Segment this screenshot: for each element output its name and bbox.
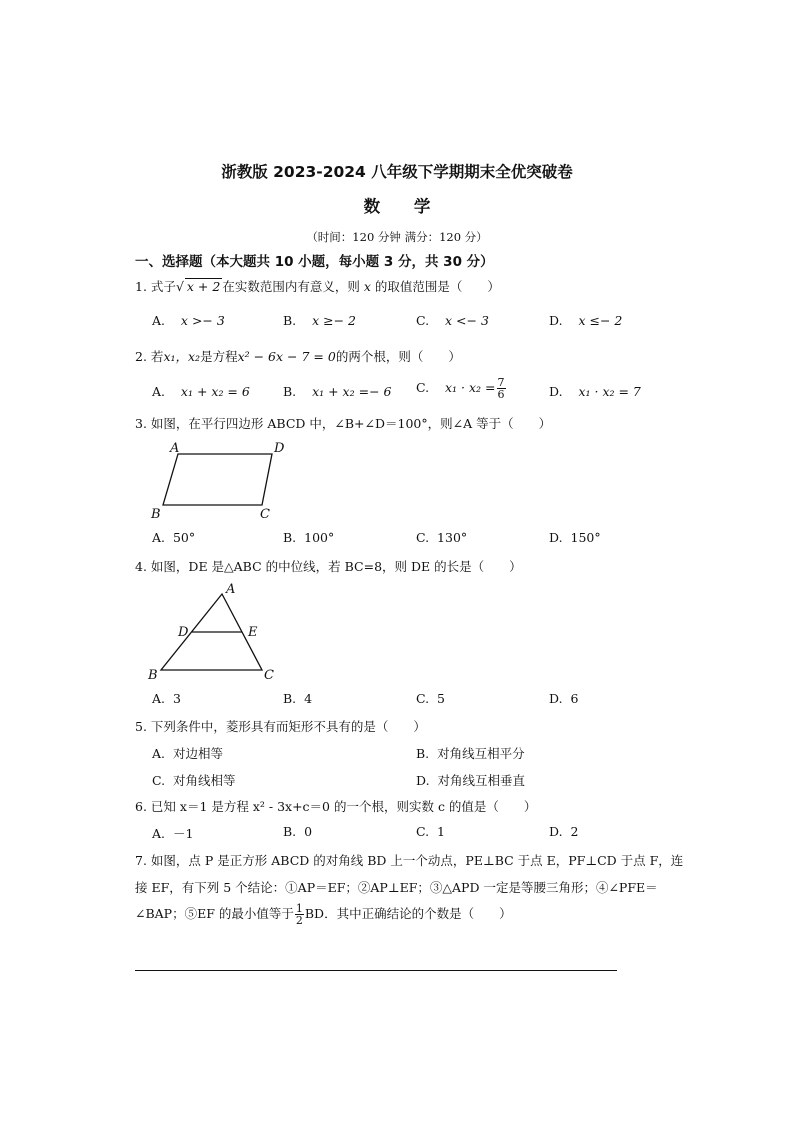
option-q4-d: D. 6 [549,691,579,706]
vertex-label-b: B [148,668,158,682]
option-q1-d: D. x ≤− 2 [549,313,623,328]
option-q1-a: A. x >− 3 [152,313,225,328]
option-q6-a: A. －1 [152,826,194,841]
vertex-label-b: B [151,507,161,522]
option-q5-a: A. 对边相等 [152,746,223,761]
time-score-info: （时间：120 分钟 满分：120 分） [306,230,488,244]
option-q6-d: D. 2 [549,824,579,839]
exam-title: 浙教版 2023-2024 八年级下学期期末全优突破卷 [221,163,573,181]
radicand: x + 2 [186,279,221,294]
fraction-7-6: $\frac{7}{6}$ [497,376,505,401]
question-1: 1. 式子√ x + 2 在实数范围内有意义，则 x 的取值范围是（ ） [135,279,500,294]
vertex-label-e: E [248,625,258,640]
question-6: 6. 已知 x＝1 是方程 x² - 3x+c＝0 的一个根，则实数 c 的值是（ ） [135,799,537,814]
parallelogram-figure [140,438,300,524]
vertex-label-c: C [264,668,274,682]
footer-rule [135,970,617,971]
option-q2-a: A. x₁ + x₂ = 6 [152,384,250,399]
option-q5-d: D. 对角线互相垂直 [416,773,526,788]
section-heading: 一、选择题（本大题共 10 小题，每小题 3 分，共 30 分） [135,254,494,270]
option-q2-d: D. x₁ · x₂ = 7 [549,384,641,399]
option-q2-c: C. x₁ · x₂ = $\frac{7}{6}$ [416,376,505,401]
option-q4-a: A. 3 [152,691,181,706]
question-4: 4. 如图，DE 是△ABC 的中位线，若 BC=8，则 DE 的长是（ ） [135,559,522,574]
parallelogram-abcd [163,454,272,505]
question-7-line-2: 接 EF，有下列 5 个结论：①AP＝EF；②AP⊥EF；③△APD 一定是等腰三角形；④∠PFE＝ [135,880,658,895]
subject-heading: 数 学 [363,197,445,216]
option-q1-b: B. x ≥− 2 [283,313,356,328]
question-3: 3. 如图，在平行四边形 ABCD 中，∠B+∠D＝100°，则∠A 等于（ ） [135,416,552,431]
option-q2-b: B. x₁ + x₂ =− 6 [283,384,392,399]
question-2: 2. 若x₁，x₂是方程x² − 6x − 7 = 0的两个根，则（ ） [135,349,461,364]
option-q4-c: C. 5 [416,691,445,706]
vertex-label-d: D [178,625,189,640]
option-q6-b: B. 0 [283,824,313,839]
fraction-1-2: $\frac{1}{2}$ [295,902,303,927]
question-7-line-3: ∠BAP；⑤EF 的最小值等于 $\frac{1}{2}$ BD．其中正确结论的个数是（ ） [135,902,512,927]
vertex-label-d: D [274,441,285,456]
triangle-figure [140,578,290,682]
option-q3-d: D. 150° [549,530,601,545]
option-q3-a: A. 50° [152,530,196,545]
option-q3-c: C. 130° [416,530,468,545]
option-q4-b: B. 4 [283,691,313,706]
question-7-line-1: 7. 如图，点 P 是正方形 ABCD 的对角线 BD 上一个动点，PE⊥BC 于点 E，PF⊥CD 于点 F，连 [135,853,684,868]
option-q5-b: B. 对角线互相平分 [416,746,525,761]
vertex-label-a: A [170,441,180,456]
vertex-label-c: C [260,507,270,522]
question-5: 5. 下列条件中，菱形具有而矩形不具有的是（ ） [135,719,426,734]
option-q5-c: C. 对角线相等 [152,773,236,788]
option-q3-b: B. 100° [283,530,335,545]
option-q6-c: C. 1 [416,824,445,839]
vertex-label-a: A [226,582,236,597]
option-q1-c: C. x <− 3 [416,313,489,328]
